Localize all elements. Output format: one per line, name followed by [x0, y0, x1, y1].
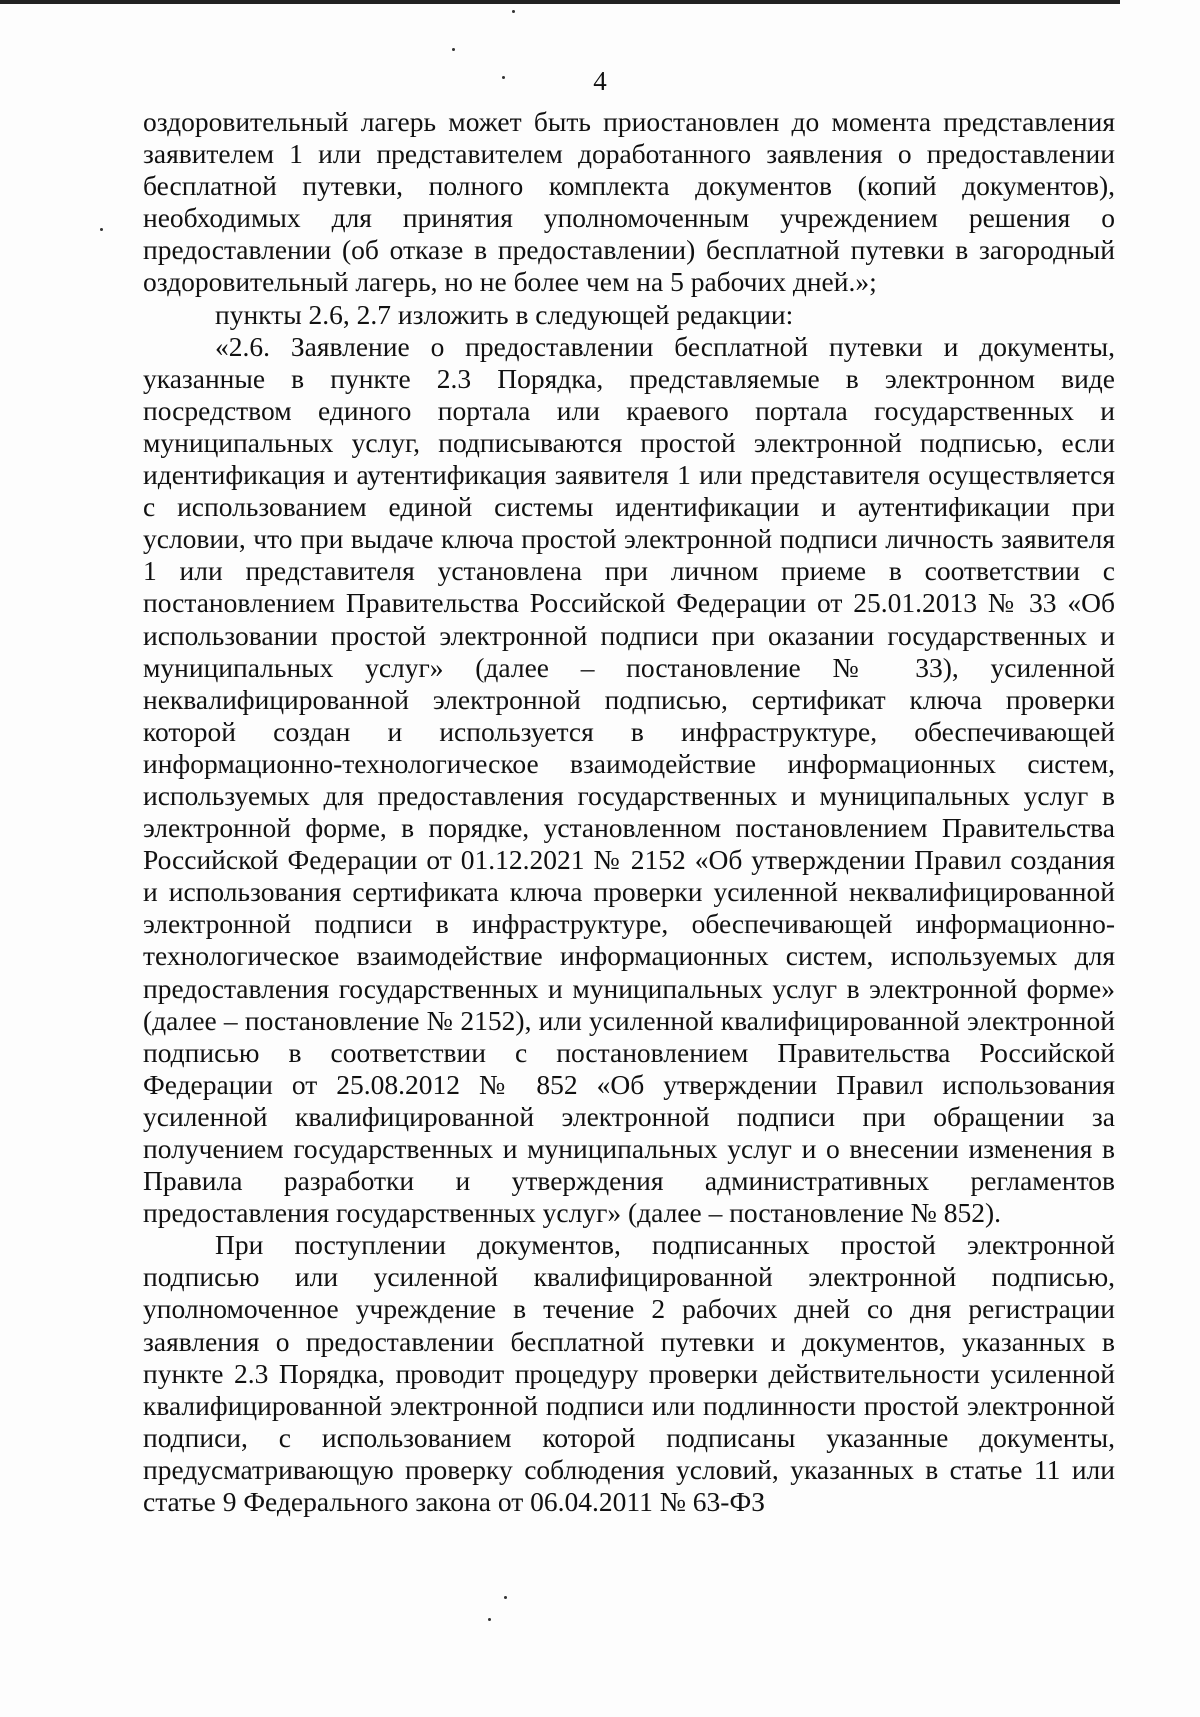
scan-speck: [488, 1618, 491, 1621]
paragraph-continuation: оздоровительный лагерь может быть приостановлен до момента представления заявителем 1 или представителем доработанного заявления о предоставлении бесплатной путевки, полного комплекта документов (копий документов), необходимых для принятия уполномоченным учреждением решения о предоставлении (об отказе в предоставлении) бесплатной путевки в загородный оздоровительный лагерь, но не более чем на 5 рабочих дней.»;: [143, 106, 1115, 298]
paragraph-signature-check: При поступлении документов, подписанных простой электронной подписью или усиленной квалифицированной электронной подписью, уполномоченное учреждение в течение 2 рабочих дней со дня регистрации заявления о предоставлении бесплатной путевки и документов, указанных в пункте 2.3 Порядка, проводит процедуру проверки действительности усиленной квалифицированной электронной подписи или подлинности простой электронной подписи, с использованием которой подписаны указанные документы, предусматривающую проверку соблюдения условий, указанных в статье 11 или статье 9 Федерального закона от 06.04.2011 № 63-ФЗ: [143, 1229, 1115, 1518]
document-body: [143, 106, 1115, 1518]
scan-speck: [512, 10, 515, 13]
top-border-line: [0, 0, 1120, 4]
scan-speck: [502, 76, 505, 79]
page-number: 4: [593, 66, 607, 96]
paragraph-amendment-intro: пункты 2.6, 2.7 изложить в следующей редакции:: [215, 298, 794, 330]
scan-speck: [100, 228, 103, 231]
paragraph-clause-2-6: «2.6. Заявление о предоставлении бесплатной путевки и документы, указанные в пункте 2.3 Порядка, представляемые в электронном виде посредством единого портала или краевого портала государственных и муниципальных услуг, подписываются простой электронной подписью, если идентификация и аутентификация заявителя 1 или представителя осуществляется с использованием единой системы идентификации и аутентификации при условии, что при выдаче ключа простой электронной подписи личность заявителя 1 или представителя установлена при личном приеме в соответствии с постановлением Правительства Российской Федерации от 25.01.2013 № 33 «Об использовании простой электронной подписи при оказании государственных и муниципальных услуг» (далее – постановление № 33), усиленной неквалифицированной электронной подписью, сертификат ключа проверки которой создан и используется в инфраструктуре, обеспечивающей информационно-технологическое взаимодействие информационных систем, используемых для предоставления государственных и муниципальных услуг в электронной форме, в порядке, установленном постановлением Правительства Российской Федерации от 01.12.2021 № 2152 «Об утверждении Правил создания и использования сертификата ключа проверки усиленной неквалифицированной электронной подписи в инфраструктуре, обеспечивающей информационно-технологическое взаимодействие информационных систем, используемых для предоставления государственных и муниципальных услуг в электронной форме» (далее – постановление № 2152), или усиленной квалифицированной электронной подписью в соответствии с постановлением Правительства Российской Федерации от 25.08.2012 № 852 «Об утверждении Правил использования усиленной квалифицированной электронной подписи при обращении за получением государственных и муниципальных услуг и о внесении изменения в Правила разработки и утверждения административных регламентов предоставления государственных услуг» (далее – постановление № 852).: [143, 330, 1115, 1229]
scan-speck: [452, 48, 455, 51]
scan-speck: [504, 1596, 507, 1599]
